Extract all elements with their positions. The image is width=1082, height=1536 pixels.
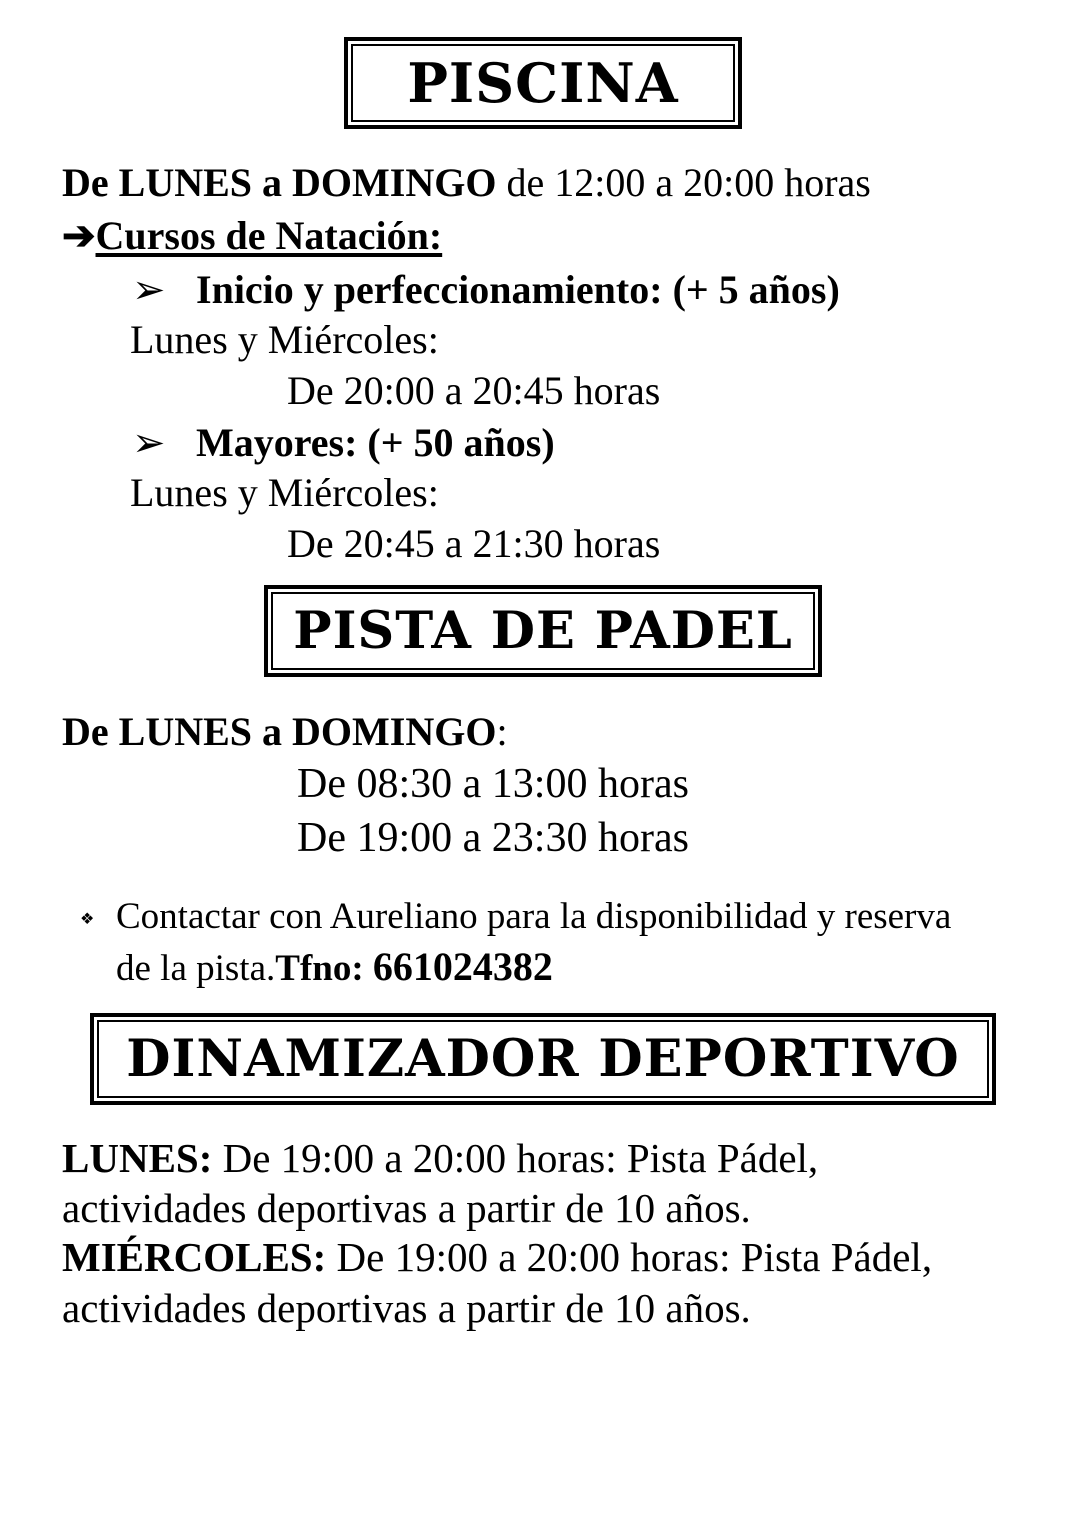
dinamizador-title: DINAMIZADOR DEPORTIVO xyxy=(97,1020,989,1098)
piscina-schedule-days: De LUNES a DOMINGO xyxy=(62,160,497,205)
padel-schedule-days: De LUNES a DOMINGO xyxy=(62,709,497,754)
day-label: MIÉRCOLES: xyxy=(62,1234,327,1280)
padel-title: PISTA DE PADEL xyxy=(271,592,815,670)
piscina-schedule xyxy=(62,159,871,207)
arrowhead-bullet-icon: ➢ xyxy=(132,267,166,312)
course-group-2-name: ➢ Mayores: (+ 50 años) xyxy=(132,420,555,465)
course-group-2-days: Lunes y Miércoles: xyxy=(130,470,439,515)
dinamizador-title-box xyxy=(90,1013,996,1105)
course-group-1-name: ➢ Inicio y perfeccionamiento: (+ 5 años) xyxy=(132,267,840,312)
phone-label: Tfno: xyxy=(275,948,373,989)
piscina-title-box xyxy=(344,37,742,129)
padel-hours-evening: De 19:00 a 23:30 horas xyxy=(297,815,689,861)
arrowhead-bullet-icon: ➢ xyxy=(132,420,166,465)
diamond-bullet-icon: ❖ xyxy=(80,910,95,928)
course-group-1-days: Lunes y Miércoles: xyxy=(130,317,439,362)
dinamizador-entry-2-line-1: MIÉRCOLES: De 19:00 a 20:00 horas: Pista Pádel, xyxy=(62,1234,933,1280)
padel-title-box xyxy=(264,585,822,677)
padel-contact-line-2: de la pista.Tfno: 661024382 xyxy=(116,944,553,989)
padel-hours-morning: De 08:30 a 13:00 horas xyxy=(297,761,689,807)
dinamizador-entry-1-line-1: LUNES: De 19:00 a 20:00 horas: Pista Pádel, xyxy=(62,1135,819,1181)
day-label: LUNES: xyxy=(62,1135,213,1181)
courses-label: Cursos de Natación: xyxy=(95,213,443,258)
courses-heading xyxy=(62,212,442,260)
padel-schedule: De LUNES a DOMINGO: xyxy=(62,709,508,754)
phone-number: 661024382 xyxy=(372,944,553,989)
dinamizador-entry-1-line-2: actividades deportivas a partir de 10 años. xyxy=(62,1185,751,1231)
course-group-2-hours: De 20:45 a 21:30 horas xyxy=(287,521,661,566)
course-group-1-hours: De 20:00 a 20:45 horas xyxy=(287,368,661,413)
piscina-title: PISCINA xyxy=(351,44,735,122)
dinamizador-entry-2-line-2: actividades deportivas a partir de 10 años. xyxy=(62,1285,751,1331)
piscina-schedule-hours: de 12:00 a 20:00 horas xyxy=(496,160,871,205)
padel-contact-line-1: ❖ Contactar con Aureliano para la disponibilidad y reserva xyxy=(80,893,951,944)
right-arrow-icon: ➔ xyxy=(62,213,96,258)
